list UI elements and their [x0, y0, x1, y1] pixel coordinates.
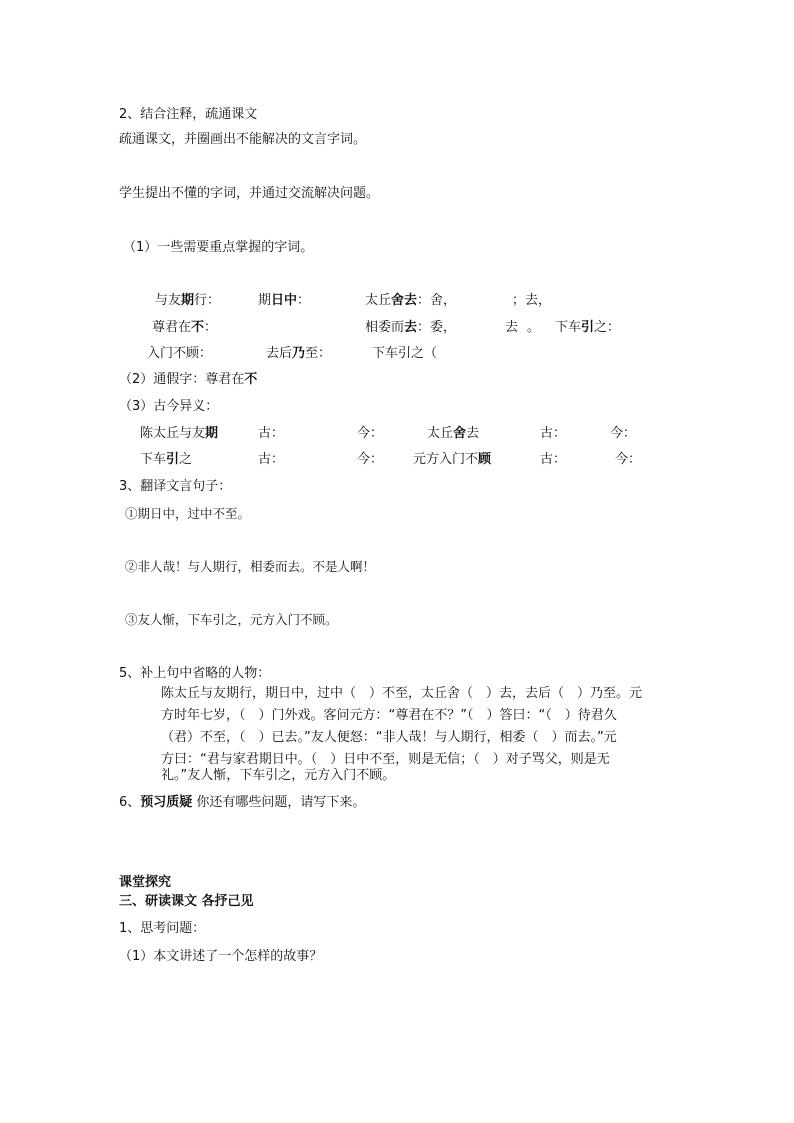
question-1: （1）本文讲述了一个怎样的故事？ [119, 949, 323, 964]
keyword-qu-2: 去 [505, 320, 519, 335]
gujin-qi: 陈太丘与友期 [140, 426, 219, 441]
section-6-line: 6、预习质疑 你还有哪些问题，请写下来。 [119, 795, 366, 810]
gujin-gu-label-3: 古： [258, 452, 285, 467]
keyword-qu: ；去， [512, 293, 552, 308]
gujin-jin-label-2: 今： [610, 426, 637, 441]
section-2-instruction-2: 学生提出不懂的字词，并通过交流解决问题。 [119, 186, 380, 201]
keyword-rumenbugu: 入门不顾： [147, 346, 213, 361]
keyword-xiacheyinzhi-2: 下车引之（ [372, 346, 438, 361]
keyword-quhounaizhi: 去后乃至： [266, 346, 332, 361]
keyword-qirizhong: 期日中： [258, 293, 311, 308]
passage-line-1: 陈太丘与友期行，期日中，过中（ ）不至，太丘舍（ ）去，去后（ ）乃至。元 [161, 686, 643, 701]
gujin-gu: 元方入门不顾 [413, 452, 492, 467]
keyword-xiangweieryqu: 相委而去：委， [365, 320, 457, 335]
passage-line-3: （君）不至，（ ）已去。”友人便怒：“非人哉！与人期行，相委（ ）而去。”元 [161, 730, 617, 745]
translate-sentence-2: ②非人哉！与人期行，相委而去。不是人啊！ [125, 559, 376, 574]
gujin-heading: （3）古今异义： [119, 399, 219, 414]
keyword-zunjunzaibu: 尊君在不： [152, 320, 218, 335]
section-3-heading: 3、翻译文言句子： [119, 479, 232, 494]
gujin-gu-label-4: 古： [540, 452, 567, 467]
section-2-instruction: 疏通课文，并圈画出不能解决的文言字词。 [119, 132, 367, 147]
keyword-yuyouqixing: 与友期行： [155, 293, 221, 308]
section-2-heading: 2、结合注释，疏通课文 [119, 107, 258, 122]
gujin-jin-label-4: 今： [615, 452, 642, 467]
passage-line-5: 礼。”友人惭，下车引之，元方入门不顾。 [161, 768, 396, 783]
gujin-gu-label-2: 古： [540, 426, 567, 441]
passage-line-2: 方时年七岁，（ ）门外戏。客问元方：“尊君在不？”（ ）答曰：“（ ）待君久 [161, 708, 617, 723]
part-3-heading: 三、研读课文 各抒己见 [119, 894, 254, 909]
section-5-heading: 5、补上句中省略的人物： [119, 666, 271, 681]
gujin-she: 太丘舍去 [427, 426, 480, 441]
think-heading: 1、思考问题： [119, 921, 206, 936]
gujin-jin-label-3: 今： [357, 452, 384, 467]
passage-line-4: 方曰：“君与家君期日中。（ ）日中不至，则是无信；（ ）对子骂父，则是无 [161, 752, 610, 767]
gujin-jin-label: 今： [357, 426, 384, 441]
class-exploration-title: 课堂探究 [119, 875, 172, 890]
keywords-heading: （1）一些需要重点掌握的字词。 [123, 240, 314, 255]
keyword-shequ: 太丘舍去：舍， [365, 293, 457, 308]
translate-sentence-3: ③友人惭，下车引之，元方入门不顾。 [125, 612, 338, 627]
punctuation-period: 。 [527, 320, 541, 335]
gujin-yin: 下车引之 [140, 452, 193, 467]
translate-sentence-1: ①期日中，过中不至。 [125, 506, 251, 521]
keyword-xiacheyinzhi: 下车引之： [555, 320, 621, 335]
tongjia-line: （2）通假字：尊君在不 [119, 372, 258, 387]
gujin-gu-label: 古： [258, 426, 285, 441]
